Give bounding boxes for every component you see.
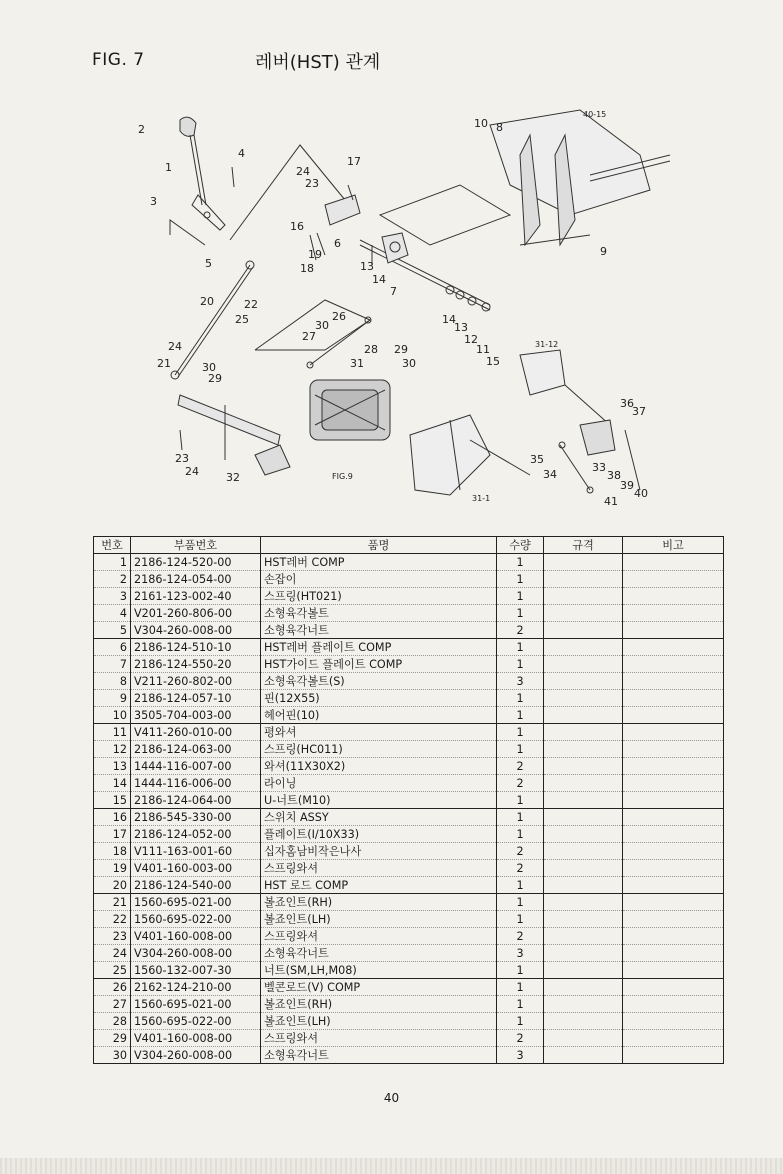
- cell-remarks: [623, 911, 724, 928]
- svg-text:9: 9: [600, 245, 607, 258]
- cell-spec: [544, 843, 623, 860]
- svg-text:17: 17: [347, 155, 361, 168]
- cell-part-number: 2161-123-002-40: [131, 588, 261, 605]
- cell-no: 16: [94, 809, 131, 826]
- cell-part-number: V304-260-008-00: [131, 1047, 261, 1064]
- cell-quantity: 1: [497, 571, 544, 588]
- cell-spec: [544, 945, 623, 962]
- cell-part-name: 스프링(HT021): [261, 588, 497, 605]
- cell-remarks: [623, 928, 724, 945]
- cell-quantity: 1: [497, 605, 544, 622]
- cell-no: 22: [94, 911, 131, 928]
- table-row: [94, 826, 724, 843]
- cell-part-number: 1560-695-022-00: [131, 911, 261, 928]
- figure-title: 레버(HST) 관계: [255, 52, 381, 73]
- table-row: [94, 979, 724, 996]
- cell-no: 14: [94, 775, 131, 792]
- cell-part-number: V111-163-001-60: [131, 843, 261, 860]
- cell-spec: [544, 996, 623, 1013]
- cell-quantity: 2: [497, 622, 544, 639]
- svg-text:14: 14: [442, 313, 456, 326]
- cell-no: 18: [94, 843, 131, 860]
- svg-text:8: 8: [496, 121, 503, 134]
- svg-text:38: 38: [607, 469, 621, 482]
- cell-part-number: 1444-116-006-00: [131, 775, 261, 792]
- cell-part-name: 볼죠인트(RH): [261, 996, 497, 1013]
- cell-no: 10: [94, 707, 131, 724]
- cell-part-name: HST가이드 플레이트 COMP: [261, 656, 497, 673]
- svg-text:19: 19: [308, 248, 322, 261]
- cell-part-name: 너트(SM,LH,M08): [261, 962, 497, 979]
- svg-text:31-1: 31-1: [472, 494, 491, 503]
- svg-text:28: 28: [364, 343, 378, 356]
- cell-no: 30: [94, 1047, 131, 1064]
- cell-part-name: 소형육각볼트(S): [261, 673, 497, 690]
- cell-part-number: V401-160-008-00: [131, 928, 261, 945]
- cell-no: 28: [94, 1013, 131, 1030]
- cell-remarks: [623, 962, 724, 979]
- svg-text:27: 27: [302, 330, 316, 343]
- cell-part-number: 2186-124-063-00: [131, 741, 261, 758]
- cell-no: 9: [94, 690, 131, 707]
- svg-text:30: 30: [402, 357, 416, 370]
- table-row: [94, 877, 724, 894]
- cell-part-number: 2186-124-057-10: [131, 690, 261, 707]
- cell-quantity: 1: [497, 656, 544, 673]
- cell-remarks: [623, 775, 724, 792]
- cell-part-name: 플레이트(I/10X33): [261, 826, 497, 843]
- cell-no: 2: [94, 571, 131, 588]
- cell-part-number: V401-160-008-00: [131, 1030, 261, 1047]
- cell-no: 20: [94, 877, 131, 894]
- cell-quantity: 1: [497, 826, 544, 843]
- svg-text:25: 25: [235, 313, 249, 326]
- table-row: [94, 1030, 724, 1047]
- cell-part-name: 십자홈남비작은나사: [261, 843, 497, 860]
- col-header-no: 번호: [94, 537, 131, 554]
- cell-part-name: 스프링와셔: [261, 928, 497, 945]
- cell-no: 4: [94, 605, 131, 622]
- cell-part-name: 라이닝: [261, 775, 497, 792]
- cell-part-name: 볼죠인트(LH): [261, 911, 497, 928]
- cell-part-number: 1560-695-022-00: [131, 1013, 261, 1030]
- table-row: [94, 707, 724, 724]
- cell-part-name: 스위치 ASSY: [261, 809, 497, 826]
- cell-no: 6: [94, 639, 131, 656]
- cell-remarks: [623, 758, 724, 775]
- table-row: [94, 724, 724, 741]
- cell-no: 13: [94, 758, 131, 775]
- cell-part-name: 소형육각너트: [261, 945, 497, 962]
- table-row: [94, 622, 724, 639]
- cell-part-number: 2186-124-510-10: [131, 639, 261, 656]
- cell-quantity: 1: [497, 639, 544, 656]
- cell-spec: [544, 673, 623, 690]
- cell-remarks: [623, 605, 724, 622]
- svg-text:30: 30: [315, 319, 329, 332]
- cell-part-name: 핀(12X55): [261, 690, 497, 707]
- cell-no: 11: [94, 724, 131, 741]
- cell-part-name: 스프링와셔: [261, 1030, 497, 1047]
- svg-text:26: 26: [332, 310, 346, 323]
- svg-text:31-12: 31-12: [535, 340, 559, 349]
- col-header-spec: 규격: [544, 537, 623, 554]
- cell-part-number: 1560-695-021-00: [131, 996, 261, 1013]
- cell-no: 26: [94, 979, 131, 996]
- cell-quantity: 1: [497, 792, 544, 809]
- svg-text:23: 23: [175, 452, 189, 465]
- cell-quantity: 1: [497, 996, 544, 1013]
- table-row: [94, 554, 724, 571]
- cell-quantity: 1: [497, 1013, 544, 1030]
- cell-remarks: [623, 894, 724, 911]
- cell-spec: [544, 605, 623, 622]
- col-header-part-number: 부품번호: [131, 537, 261, 554]
- cell-quantity: 1: [497, 877, 544, 894]
- svg-text:13: 13: [360, 260, 374, 273]
- svg-text:7: 7: [390, 285, 397, 298]
- svg-text:15: 15: [486, 355, 500, 368]
- exploded-parts-diagram: [110, 95, 680, 520]
- svg-text:4: 4: [238, 147, 245, 160]
- svg-text:FIG.9: FIG.9: [332, 472, 353, 481]
- cell-quantity: 3: [497, 945, 544, 962]
- cell-part-name: 헤어핀(10): [261, 707, 497, 724]
- cell-part-number: V304-260-008-00: [131, 945, 261, 962]
- table-row: [94, 1047, 724, 1064]
- cell-part-number: V304-260-008-00: [131, 622, 261, 639]
- cell-remarks: [623, 588, 724, 605]
- cell-remarks: [623, 877, 724, 894]
- diagram-svg: [110, 95, 680, 520]
- svg-text:2: 2: [138, 123, 145, 136]
- col-header-remarks: 비고: [623, 537, 724, 554]
- table-row: [94, 690, 724, 707]
- cell-remarks: [623, 843, 724, 860]
- parts-table-body: [94, 554, 724, 1064]
- table-row: [94, 928, 724, 945]
- cell-part-number: 1560-695-021-00: [131, 894, 261, 911]
- svg-text:24: 24: [185, 465, 199, 478]
- svg-text:10: 10: [474, 117, 488, 130]
- cell-part-number: V211-260-802-00: [131, 673, 261, 690]
- cell-quantity: 2: [497, 1030, 544, 1047]
- cell-spec: [544, 877, 623, 894]
- cell-no: 1: [94, 554, 131, 571]
- table-row: [94, 894, 724, 911]
- cell-part-name: 소형육각볼트: [261, 605, 497, 622]
- cell-spec: [544, 724, 623, 741]
- cell-remarks: [623, 571, 724, 588]
- cell-part-number: 2186-124-540-00: [131, 877, 261, 894]
- cell-part-number: 3505-704-003-00: [131, 707, 261, 724]
- svg-text:40: 40: [634, 487, 648, 500]
- cell-spec: [544, 554, 623, 571]
- cell-quantity: 2: [497, 860, 544, 877]
- cell-remarks: [623, 724, 724, 741]
- cell-quantity: 1: [497, 554, 544, 571]
- cell-spec: [544, 588, 623, 605]
- cell-no: 25: [94, 962, 131, 979]
- cell-remarks: [623, 809, 724, 826]
- cell-quantity: 1: [497, 894, 544, 911]
- cell-part-name: HST 로드 COMP: [261, 877, 497, 894]
- cell-spec: [544, 741, 623, 758]
- table-row: [94, 792, 724, 809]
- svg-text:11: 11: [476, 343, 490, 356]
- cell-part-number: V401-160-003-00: [131, 860, 261, 877]
- cell-part-number: 2186-545-330-00: [131, 809, 261, 826]
- cell-remarks: [623, 622, 724, 639]
- table-row: [94, 588, 724, 605]
- cell-part-number: 1444-116-007-00: [131, 758, 261, 775]
- cell-part-name: U-너트(M10): [261, 792, 497, 809]
- cell-remarks: [623, 741, 724, 758]
- cell-quantity: 2: [497, 928, 544, 945]
- svg-text:16: 16: [290, 220, 304, 233]
- cell-quantity: 3: [497, 673, 544, 690]
- cell-no: 12: [94, 741, 131, 758]
- cell-spec: [544, 758, 623, 775]
- table-header-row: [94, 537, 724, 554]
- svg-text:31: 31: [350, 357, 364, 370]
- table-row: [94, 741, 724, 758]
- cell-part-name: 손잡이: [261, 571, 497, 588]
- cell-remarks: [623, 1030, 724, 1047]
- cell-spec: [544, 928, 623, 945]
- cell-spec: [544, 860, 623, 877]
- cell-part-name: 소형육각너트: [261, 622, 497, 639]
- cell-part-number: 2162-124-210-00: [131, 979, 261, 996]
- cell-spec: [544, 656, 623, 673]
- svg-text:1: 1: [165, 161, 172, 174]
- cell-remarks: [623, 554, 724, 571]
- cell-no: 21: [94, 894, 131, 911]
- svg-text:33: 33: [592, 461, 606, 474]
- table-row: [94, 639, 724, 656]
- svg-text:39: 39: [620, 479, 634, 492]
- cell-part-name: HST레버 COMP: [261, 554, 497, 571]
- cell-quantity: 1: [497, 809, 544, 826]
- cell-quantity: 2: [497, 843, 544, 860]
- table-row: [94, 962, 724, 979]
- cell-spec: [544, 775, 623, 792]
- cell-spec: [544, 1047, 623, 1064]
- cell-quantity: 1: [497, 741, 544, 758]
- cell-part-number: V201-260-806-00: [131, 605, 261, 622]
- cell-no: 15: [94, 792, 131, 809]
- cell-quantity: 1: [497, 962, 544, 979]
- cell-remarks: [623, 690, 724, 707]
- svg-text:36: 36: [620, 397, 634, 410]
- cell-part-number: 1560-132-007-30: [131, 962, 261, 979]
- table-row: [94, 656, 724, 673]
- cell-part-name: 평와셔: [261, 724, 497, 741]
- table-row: [94, 673, 724, 690]
- cell-part-name: HST레버 플레이트 COMP: [261, 639, 497, 656]
- svg-text:13: 13: [454, 321, 468, 334]
- cell-remarks: [623, 707, 724, 724]
- svg-text:29: 29: [208, 372, 222, 385]
- svg-text:23: 23: [305, 177, 319, 190]
- parts-table: [93, 536, 724, 1064]
- cell-part-number: 2186-124-550-20: [131, 656, 261, 673]
- svg-text:22: 22: [244, 298, 258, 311]
- cell-remarks: [623, 792, 724, 809]
- cell-part-name: 볼죠인트(LH): [261, 1013, 497, 1030]
- cell-quantity: 1: [497, 707, 544, 724]
- cell-remarks: [623, 1013, 724, 1030]
- svg-text:41: 41: [604, 495, 618, 508]
- cell-part-name: 볼죠인트(RH): [261, 894, 497, 911]
- cell-no: 24: [94, 945, 131, 962]
- cell-no: 23: [94, 928, 131, 945]
- cell-spec: [544, 792, 623, 809]
- cell-no: 17: [94, 826, 131, 843]
- table-row: [94, 843, 724, 860]
- col-header-part-name: 품명: [261, 537, 497, 554]
- cell-spec: [544, 962, 623, 979]
- svg-text:34: 34: [543, 468, 557, 481]
- cell-part-name: 스프링와셔: [261, 860, 497, 877]
- cell-spec: [544, 979, 623, 996]
- cell-quantity: 1: [497, 724, 544, 741]
- table-row: [94, 809, 724, 826]
- cell-part-name: 와셔(11X30X2): [261, 758, 497, 775]
- cell-no: 29: [94, 1030, 131, 1047]
- table-row: [94, 775, 724, 792]
- cell-no: 3: [94, 588, 131, 605]
- svg-text:6: 6: [334, 237, 341, 250]
- cell-part-number: 2186-124-520-00: [131, 554, 261, 571]
- cell-spec: [544, 707, 623, 724]
- table-row: [94, 945, 724, 962]
- cell-remarks: [623, 673, 724, 690]
- cell-spec: [544, 894, 623, 911]
- svg-text:20: 20: [200, 295, 214, 308]
- cell-remarks: [623, 1047, 724, 1064]
- cell-quantity: 1: [497, 690, 544, 707]
- svg-text:24: 24: [168, 340, 182, 353]
- cell-remarks: [623, 996, 724, 1013]
- cell-no: 8: [94, 673, 131, 690]
- cell-quantity: 2: [497, 758, 544, 775]
- cell-no: 19: [94, 860, 131, 877]
- cell-quantity: 2: [497, 775, 544, 792]
- cell-spec: [544, 809, 623, 826]
- cell-spec: [544, 1030, 623, 1047]
- cell-spec: [544, 639, 623, 656]
- cell-remarks: [623, 945, 724, 962]
- table-row: [94, 996, 724, 1013]
- svg-text:32: 32: [226, 471, 240, 484]
- col-header-quantity: 수량: [497, 537, 544, 554]
- cell-quantity: 1: [497, 588, 544, 605]
- cell-remarks: [623, 860, 724, 877]
- table-row: [94, 605, 724, 622]
- table-row: [94, 1013, 724, 1030]
- svg-text:35: 35: [530, 453, 544, 466]
- svg-text:37: 37: [632, 405, 646, 418]
- cell-no: 7: [94, 656, 131, 673]
- cell-part-name: 벨콘로드(V) COMP: [261, 979, 497, 996]
- cell-remarks: [623, 639, 724, 656]
- cell-part-number: 2186-124-064-00: [131, 792, 261, 809]
- page-number: 40: [383, 1091, 400, 1105]
- svg-text:24: 24: [296, 165, 310, 178]
- cell-part-number: 2186-124-052-00: [131, 826, 261, 843]
- table-row: [94, 860, 724, 877]
- table-row: [94, 758, 724, 775]
- svg-text:21: 21: [157, 357, 171, 370]
- cell-quantity: 1: [497, 979, 544, 996]
- svg-text:12: 12: [464, 333, 478, 346]
- cell-quantity: 1: [497, 911, 544, 928]
- svg-text:29: 29: [394, 343, 408, 356]
- svg-text:40-15: 40-15: [583, 110, 607, 119]
- svg-text:30: 30: [202, 361, 216, 374]
- cell-part-name: 소형육각너트: [261, 1047, 497, 1064]
- svg-text:14: 14: [372, 273, 386, 286]
- cell-quantity: 3: [497, 1047, 544, 1064]
- cell-spec: [544, 826, 623, 843]
- scan-edge: [0, 1158, 783, 1174]
- cell-part-number: 2186-124-054-00: [131, 571, 261, 588]
- cell-part-name: 스프링(HC011): [261, 741, 497, 758]
- svg-text:18: 18: [300, 262, 314, 275]
- cell-part-number: V411-260-010-00: [131, 724, 261, 741]
- cell-spec: [544, 911, 623, 928]
- table-row: [94, 571, 724, 588]
- cell-spec: [544, 622, 623, 639]
- cell-spec: [544, 1013, 623, 1030]
- svg-text:5: 5: [205, 257, 212, 270]
- cell-spec: [544, 690, 623, 707]
- cell-remarks: [623, 826, 724, 843]
- cell-no: 5: [94, 622, 131, 639]
- cell-remarks: [623, 656, 724, 673]
- cell-spec: [544, 571, 623, 588]
- table-row: [94, 911, 724, 928]
- cell-no: 27: [94, 996, 131, 1013]
- svg-text:3: 3: [150, 195, 157, 208]
- figure-number: FIG. 7: [92, 50, 145, 70]
- cell-remarks: [623, 979, 724, 996]
